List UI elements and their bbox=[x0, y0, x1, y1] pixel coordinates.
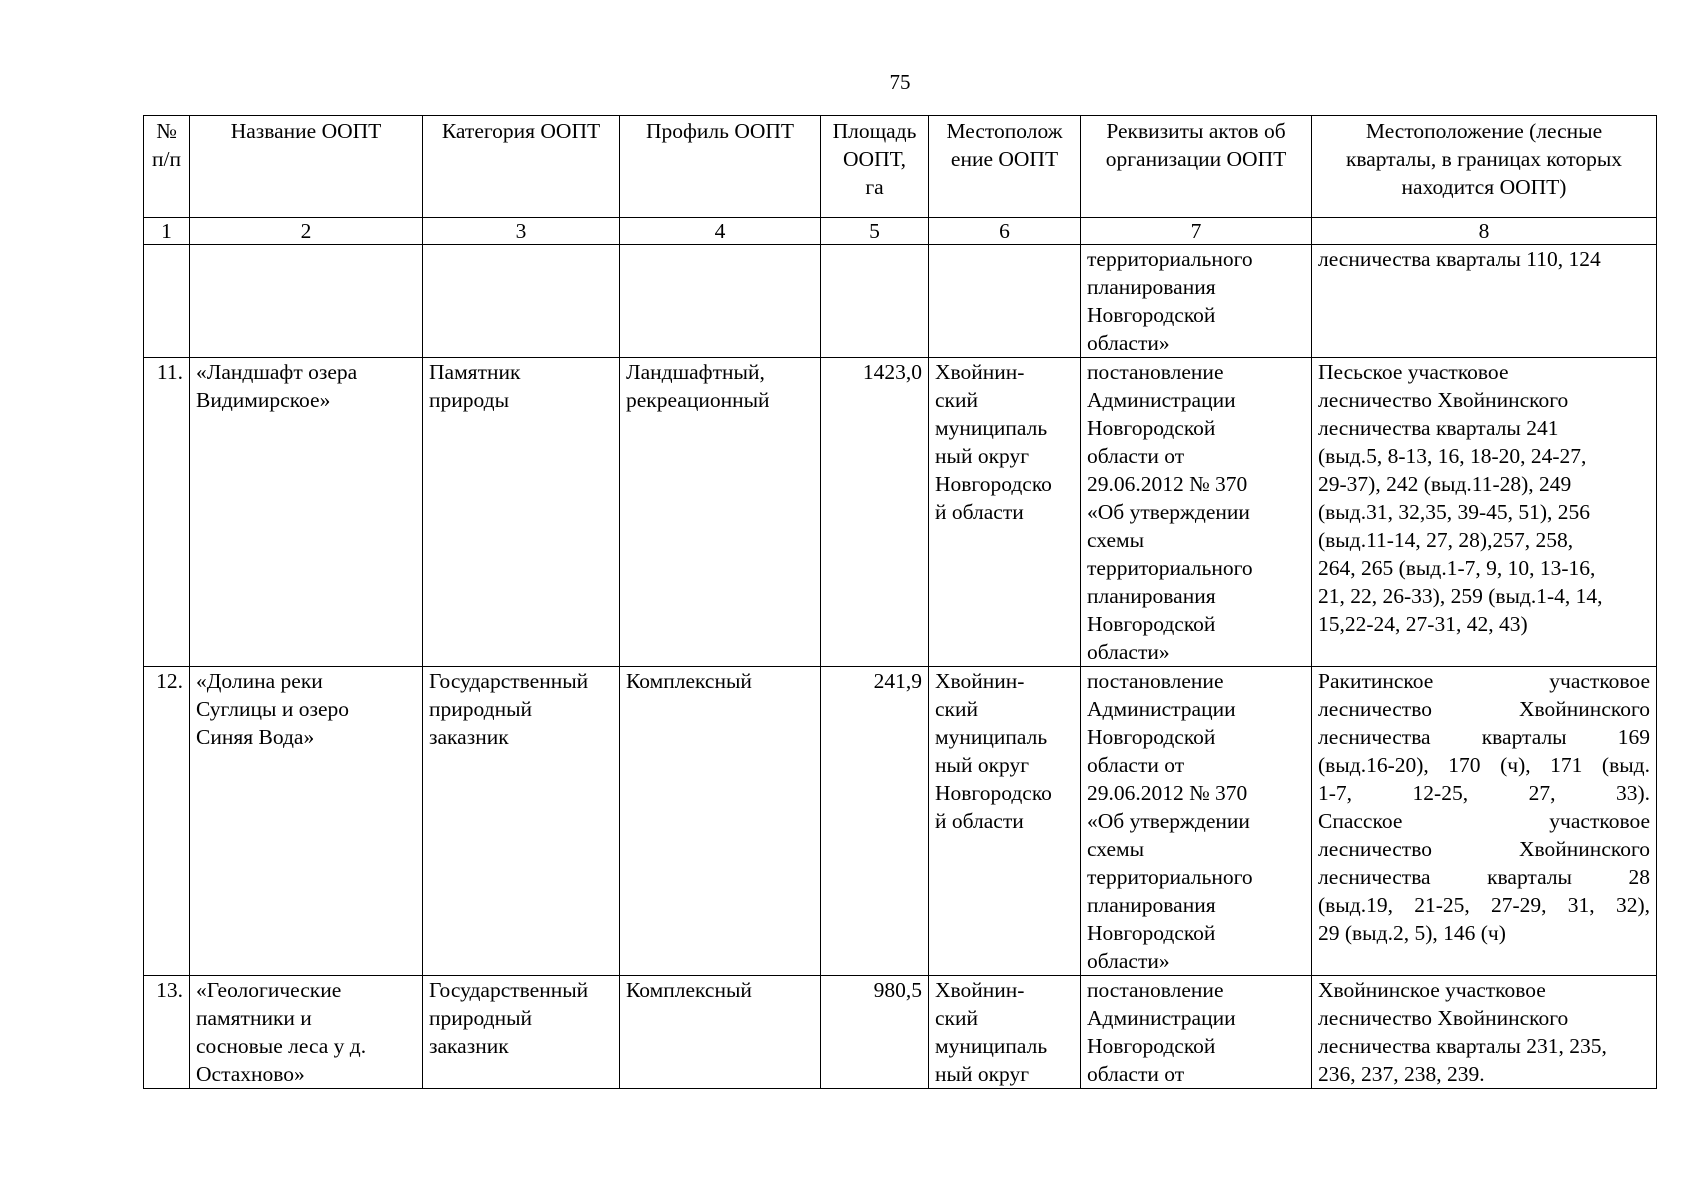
oopt-category: Памятник природы bbox=[423, 358, 620, 667]
forest-line: лесничества кварталы 169 bbox=[1318, 725, 1650, 749]
oopt-category: Государственный природный заказник bbox=[423, 667, 620, 976]
oopt-forest-location: Хвойнинское участковое лесничество Хвойнинского лесничества кварталы 231, 235, 236, 237, 238, 239. bbox=[1312, 976, 1657, 1089]
column-number: 6 bbox=[929, 218, 1081, 245]
column-number: 5 bbox=[821, 218, 929, 245]
oopt-area: 1423,0 bbox=[821, 358, 929, 667]
column-number: 8 bbox=[1312, 218, 1657, 245]
forest-line: 29 (выд.2, 5), 146 (ч) bbox=[1318, 921, 1506, 945]
header-category: Категория ООПТ bbox=[423, 116, 620, 218]
oopt-location: Хвойнин- ский муниципаль ный округ Новгородско й области bbox=[929, 667, 1081, 976]
oopt-forest-location: лесничества кварталы 110, 124 bbox=[1312, 245, 1657, 358]
row-number bbox=[144, 245, 190, 358]
forest-line: лесничество Хвойнинского bbox=[1318, 837, 1650, 861]
table-row-continuation bbox=[144, 245, 1657, 358]
forest-line: Спасское участковое bbox=[1318, 809, 1650, 833]
header-profile: Профиль ООПТ bbox=[620, 116, 821, 218]
oopt-name: «Геологические памятники и сосновые леса у д. Остахново» bbox=[190, 976, 423, 1089]
column-number: 1 bbox=[144, 218, 190, 245]
oopt-acts: постановление Администрации Новгородской области от 29.06.2012 № 370 «Об утверждении схемы территориального планирования Новгородской области» bbox=[1081, 667, 1312, 976]
column-number: 4 bbox=[620, 218, 821, 245]
oopt-name: «Долина реки Суглицы и озеро Синяя Вода» bbox=[190, 667, 423, 976]
row-number: 12. bbox=[144, 667, 190, 976]
oopt-acts: постановление Администрации Новгородской области от 29.06.2012 № 370 «Об утверждении схемы территориального планирования Новгородской области» bbox=[1081, 358, 1312, 667]
table-row bbox=[144, 976, 1657, 1089]
oopt-area bbox=[821, 245, 929, 358]
header-name: Название ООПТ bbox=[190, 116, 423, 218]
column-number: 7 bbox=[1081, 218, 1312, 245]
oopt-profile: Ландшафтный, рекреационный bbox=[620, 358, 821, 667]
oopt-area: 241,9 bbox=[821, 667, 929, 976]
forest-line: лесничества кварталы 28 bbox=[1318, 865, 1650, 889]
oopt-profile bbox=[620, 245, 821, 358]
oopt-table bbox=[143, 115, 1657, 1089]
oopt-forest-location bbox=[1312, 667, 1657, 976]
oopt-location: Хвойнин- ский муниципаль ный округ bbox=[929, 976, 1081, 1089]
oopt-forest-location: Песьское участковое лесничество Хвойнинского лесничества кварталы 241 (выд.5, 8-13, 16, 18-20, 24-27, 29-37), 242 (выд.11-28), 249 (выд.31, 32,35, 39-45, 51), 256 (выд.11-14, 27, 28),257, 258, 264, 265 (выд.1-7, 9, 10, 13-16, 21, 22, 26-33), 259 (выд.1-4, 14, 15,22-24, 27-31, 42, 43) bbox=[1312, 358, 1657, 667]
header-location: Местополож ение ООПТ bbox=[929, 116, 1081, 218]
forest-line: 1-7, 12-25, 27, 33). bbox=[1318, 781, 1650, 805]
table-row bbox=[144, 358, 1657, 667]
header-acts: Реквизиты актов об организации ООПТ bbox=[1081, 116, 1312, 218]
oopt-category: Государственный природный заказник bbox=[423, 976, 620, 1089]
table-row bbox=[144, 667, 1657, 976]
oopt-category bbox=[423, 245, 620, 358]
header-number: № п/п bbox=[144, 116, 190, 218]
table-header-row bbox=[144, 116, 1657, 218]
column-number: 2 bbox=[190, 218, 423, 245]
row-number: 13. bbox=[144, 976, 190, 1089]
header-area: Площадь ООПТ, га bbox=[821, 116, 929, 218]
oopt-location: Хвойнин- ский муниципаль ный округ Новгородско й области bbox=[929, 358, 1081, 667]
header-forest-location: Местоположение (лесные кварталы, в границах которых находится ООПТ) bbox=[1312, 116, 1657, 218]
column-number-row bbox=[144, 218, 1657, 245]
oopt-name: «Ландшафт озера Видимирское» bbox=[190, 358, 423, 667]
forest-line: лесничество Хвойнинского bbox=[1318, 697, 1650, 721]
oopt-location bbox=[929, 245, 1081, 358]
page-number: 75 bbox=[889, 70, 911, 94]
row-number: 11. bbox=[144, 358, 190, 667]
forest-line: (выд.19, 21-25, 27-29, 31, 32), bbox=[1318, 893, 1650, 917]
oopt-profile: Комплексный bbox=[620, 976, 821, 1089]
oopt-profile: Комплексный bbox=[620, 667, 821, 976]
forest-line: (выд.16-20), 170 (ч), 171 (выд. bbox=[1318, 753, 1650, 777]
oopt-acts: территориального планирования Новгородской области» bbox=[1081, 245, 1312, 358]
oopt-acts: постановление Администрации Новгородской области от bbox=[1081, 976, 1312, 1089]
oopt-name bbox=[190, 245, 423, 358]
column-number: 3 bbox=[423, 218, 620, 245]
oopt-area: 980,5 bbox=[821, 976, 929, 1089]
forest-line: Ракитинское участковое bbox=[1318, 669, 1650, 693]
